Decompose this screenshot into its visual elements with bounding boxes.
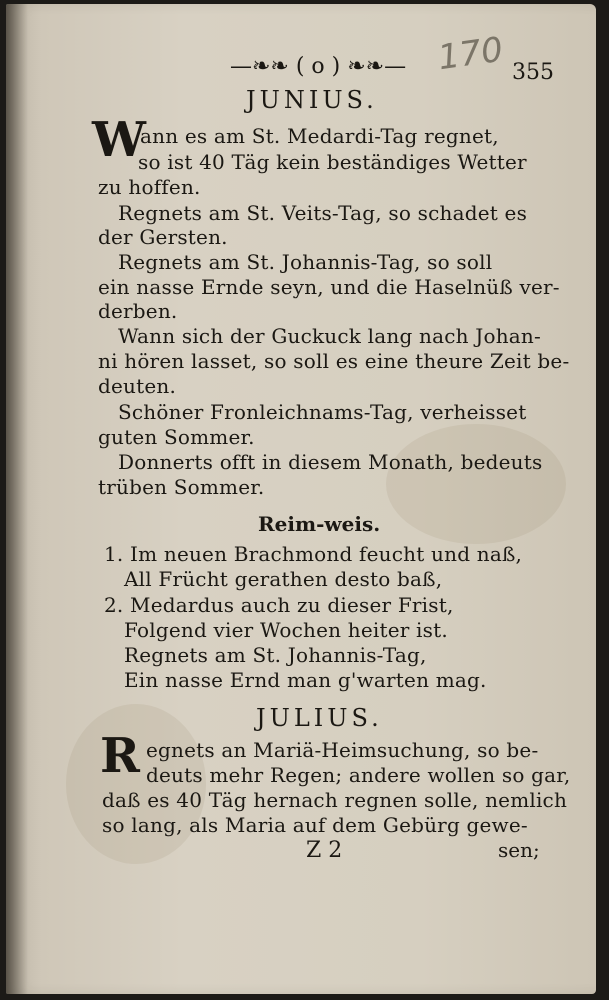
book-page <box>6 4 596 994</box>
text-line: Wann sich der Guckuck lang nach Johan- <box>118 324 541 348</box>
text-line: daß es 40 Täg hernach regnen solle, nemlich <box>102 788 568 812</box>
text-line: deuten. <box>98 374 177 398</box>
text-line: Regnets am St. Johannis-Tag, so soll <box>118 250 493 274</box>
text-line: ni hören lasset, so soll es eine theure Zeit be- <box>98 349 570 373</box>
catchword: sen; <box>498 838 540 862</box>
text-line: trüben Sommer. <box>98 475 265 499</box>
verse-line: Ein nasse Ernd man g'warten mag. <box>124 668 487 692</box>
text-line: Schöner Fronleichnams-Tag, verheisset <box>118 400 527 424</box>
text-line: guten Sommer. <box>98 425 255 449</box>
text-line: so lang, als Maria auf dem Gebürg gewe- <box>102 813 528 837</box>
text-line: Donnerts offt in diesem Monath, bedeuts <box>118 450 543 474</box>
month-title-junius: JUNIUS. <box>246 86 378 114</box>
verse-line: Regnets am St. Johannis-Tag, <box>124 643 427 667</box>
verse-line: 2. Medardus auch zu dieser Frist, <box>104 593 454 617</box>
section-heading-reim: Reim-weis. <box>258 512 381 536</box>
dropcap-r: R <box>100 728 140 784</box>
text-line: ein nasse Ernde seyn, und die Haselnüß ver- <box>98 275 560 299</box>
text-line: deuts mehr Regen; andere wollen so gar, <box>146 763 571 787</box>
verse-line: All Frücht gerathen desto baß, <box>124 567 443 591</box>
text-line: ann es am St. Medardi-Tag regnet, <box>140 124 499 148</box>
page-number: 355 <box>512 60 554 85</box>
text-line: zu hoffen. <box>98 175 201 199</box>
month-title-julius: JULIUS. <box>256 704 383 732</box>
pencil-note: 170 <box>435 29 506 79</box>
dropcap-w: W <box>92 112 146 168</box>
paper-stain <box>386 424 566 544</box>
header-ornament: —❧❧ ( o ) ❧❧— <box>230 54 407 79</box>
verse-line: 1. Im neuen Brachmond feucht und naß, <box>104 542 523 566</box>
text-line: egnets an Mariä-Heimsuchung, so be- <box>146 738 539 762</box>
page-edge-shadow <box>6 4 28 994</box>
text-line: der Gersten. <box>98 225 228 249</box>
verse-line: Folgend vier Wochen heiter ist. <box>124 618 448 642</box>
text-line: so ist 40 Täg kein beständiges Wetter <box>138 150 527 174</box>
text-line: derben. <box>98 299 178 323</box>
signature-mark: Z 2 <box>306 838 343 863</box>
text-line: Regnets am St. Veits-Tag, so schadet es <box>118 201 528 225</box>
